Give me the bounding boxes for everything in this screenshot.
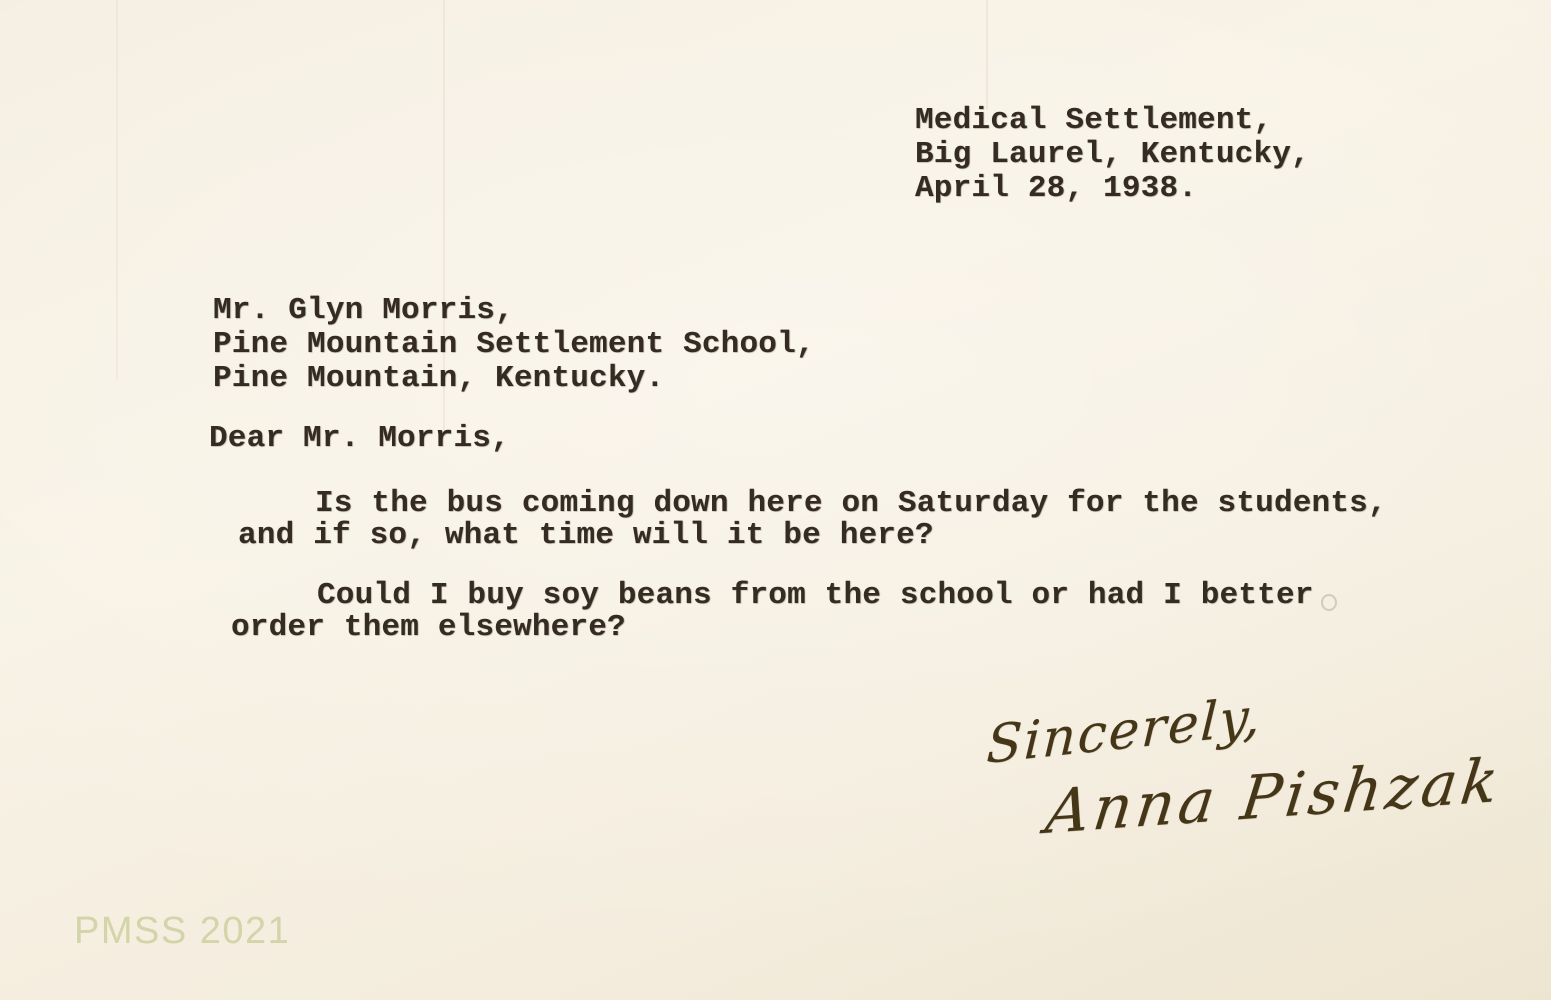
letterhead-org-line: Medical Settlement, (915, 103, 1273, 138)
signature-closing: Sincerely, (985, 686, 1264, 776)
scan-streak (986, 0, 988, 110)
letterhead-place-line: Big Laurel, Kentucky, (915, 137, 1310, 172)
body-paragraph1-line1: Is the bus coming down here on Saturday for the students, (315, 486, 1387, 521)
recipient-place-line: Pine Mountain, Kentucky. (213, 361, 665, 396)
archive-watermark: PMSS 2021 (74, 910, 291, 952)
letterhead-date-line: April 28, 1938. (915, 171, 1198, 206)
body-paragraph2-line2: order them elsewhere? (231, 610, 626, 645)
recipient-org-line: Pine Mountain Settlement School, (213, 327, 815, 362)
scan-streak (116, 0, 118, 380)
ink-smudge (1321, 594, 1337, 611)
body-paragraph2-line1: Could I buy soy beans from the school or had I better (317, 578, 1314, 613)
salutation: Dear Mr. Morris, (209, 421, 510, 456)
recipient-name-line: Mr. Glyn Morris, (213, 293, 514, 328)
body-paragraph1-line2: and if so, what time will it be here? (238, 518, 934, 553)
signature-name: Anna Pishzak (1042, 745, 1506, 848)
